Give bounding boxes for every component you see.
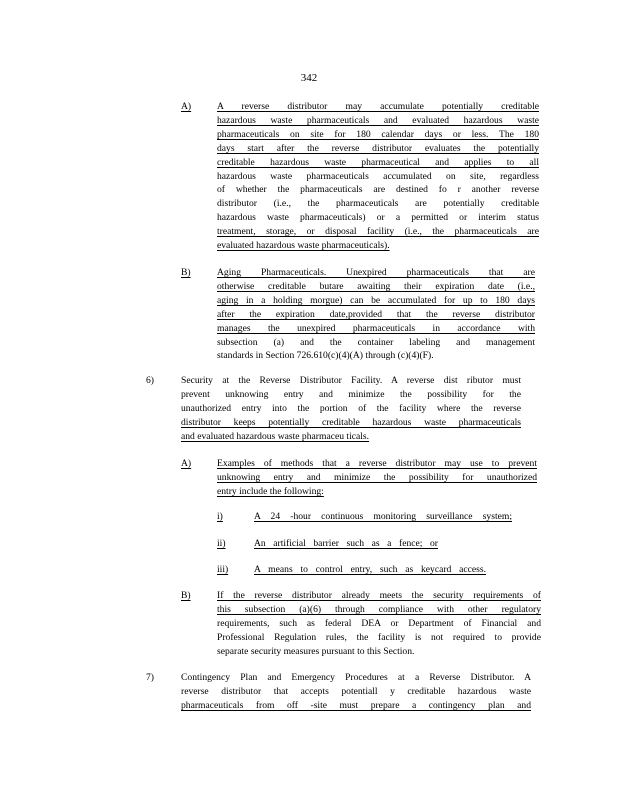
list-item-label: i) — [217, 511, 223, 522]
list-item-text: A 24 -hour continuous monitoring surveillance system; — [254, 511, 512, 522]
text-line: distributor keeps potentially creditable hazardous waste pharmaceuticals — [181, 416, 521, 428]
text-line: unknowing entry and minimize the possibility for unauthorized — [217, 471, 537, 483]
text-line: requirements, such as federal DEA or Department of Financial and — [217, 617, 541, 629]
paragraph-7-contingency — [181, 671, 531, 713]
text-line: hazardous waste pharmaceuticals accumulated on site, regardless — [217, 170, 539, 182]
text-line: of whether the pharmaceuticals are destined fo r another reverse — [217, 184, 539, 196]
text-line: days start after the reverse distributor evaluates the potentially — [217, 142, 539, 154]
text-line: separate security measures pursuant to this Section. — [217, 645, 415, 657]
paragraph-label-7: 7) — [146, 672, 154, 683]
text-line: otherwise creditable butare awaiting their expiration date (i.e., — [217, 280, 535, 292]
text-line: Contingency Plan and Emergency Procedures at a Reverse Distributor. A — [181, 672, 531, 683]
text-line: subsection (a) and the container labeling and management — [217, 336, 535, 348]
text-line: pharmaceuticals from off -site must prepare a contingency plan and — [181, 699, 531, 711]
text-line: Professional Regulation rules, the facility is not required to provide — [217, 631, 541, 643]
paragraph-label-6: 6) — [146, 375, 154, 386]
text-line: evaluated hazardous waste pharmaceuticals). — [217, 240, 390, 252]
paragraph-a-accumulation — [217, 100, 539, 253]
text-line: pharmaceuticals on site for 180 calendar days or less. The 180 — [217, 128, 539, 140]
paragraph-label-6a: A) — [181, 458, 192, 469]
list-item — [254, 510, 512, 524]
text-line: this subsection (a)(6) through compliance with other regulatory — [217, 603, 541, 615]
text-line: prevent unknowing entry and minimize the possibility for the — [181, 388, 521, 400]
text-line: entry include the following: — [217, 485, 324, 497]
list-item — [254, 563, 486, 577]
page-number: 342 — [300, 72, 318, 84]
text-line: distributor (i.e., the pharmaceuticals are potentially creditable — [217, 198, 539, 210]
text-line: after the expiration date,provided that the reverse distributor — [217, 308, 535, 320]
text-line: Aging Pharmaceuticals. Unexpired pharmaceuticals that are — [217, 267, 535, 278]
paragraph-6a-examples — [217, 457, 537, 499]
text-line: reverse distributor that accepts potentiall y creditable hazardous waste — [181, 685, 531, 697]
paragraph-6-security — [181, 374, 521, 444]
list-item-label: ii) — [217, 538, 226, 549]
text-line: hazardous waste pharmaceuticals and evaluated hazardous waste — [217, 114, 539, 126]
text-line: hazardous waste pharmaceuticals) or a permitted or interim status — [217, 212, 539, 224]
text-line: A reverse distributor may accumulate potentially creditable — [217, 101, 539, 112]
text-line: standards in Section 726.610(c)(4)(A) through (c)(4)(F). — [217, 350, 434, 362]
list-item-label: iii) — [217, 564, 229, 575]
text-line: aging in a holding morgue) can be accumulated for up to 180 days — [217, 294, 535, 306]
text-line: Security at the Reverse Distributor Facility. A reverse dist ributor must — [181, 375, 521, 386]
list-item-text: A means to control entry, such as keycard access. — [254, 564, 486, 575]
list-item-text: An artificial barrier such as a fence; or — [254, 538, 438, 549]
paragraph-6b-compliance — [217, 589, 541, 659]
paragraph-label-6b: B) — [181, 590, 191, 601]
paragraph-label-b: B) — [181, 267, 191, 278]
text-line: unauthorized entry into the portion of the facility where the reverse — [181, 402, 521, 414]
paragraph-label-a: A) — [181, 101, 192, 112]
text-line: manages the unexpired pharmaceuticals in accordance with — [217, 322, 535, 334]
text-line: creditable hazardous waste pharmaceutical and applies to all — [217, 156, 539, 168]
text-line: and evaluated hazardous waste pharmaceu ticals. — [181, 430, 370, 442]
list-item — [254, 537, 438, 551]
text-line: treatment, storage, or disposal facility (i.e., the pharmaceuticals are — [217, 226, 539, 238]
text-line: If the reverse distributor already meets the security requirements of — [217, 590, 541, 601]
text-line: Examples of methods that a reverse distributor may use to prevent — [217, 458, 537, 469]
paragraph-b-aging — [217, 266, 535, 363]
